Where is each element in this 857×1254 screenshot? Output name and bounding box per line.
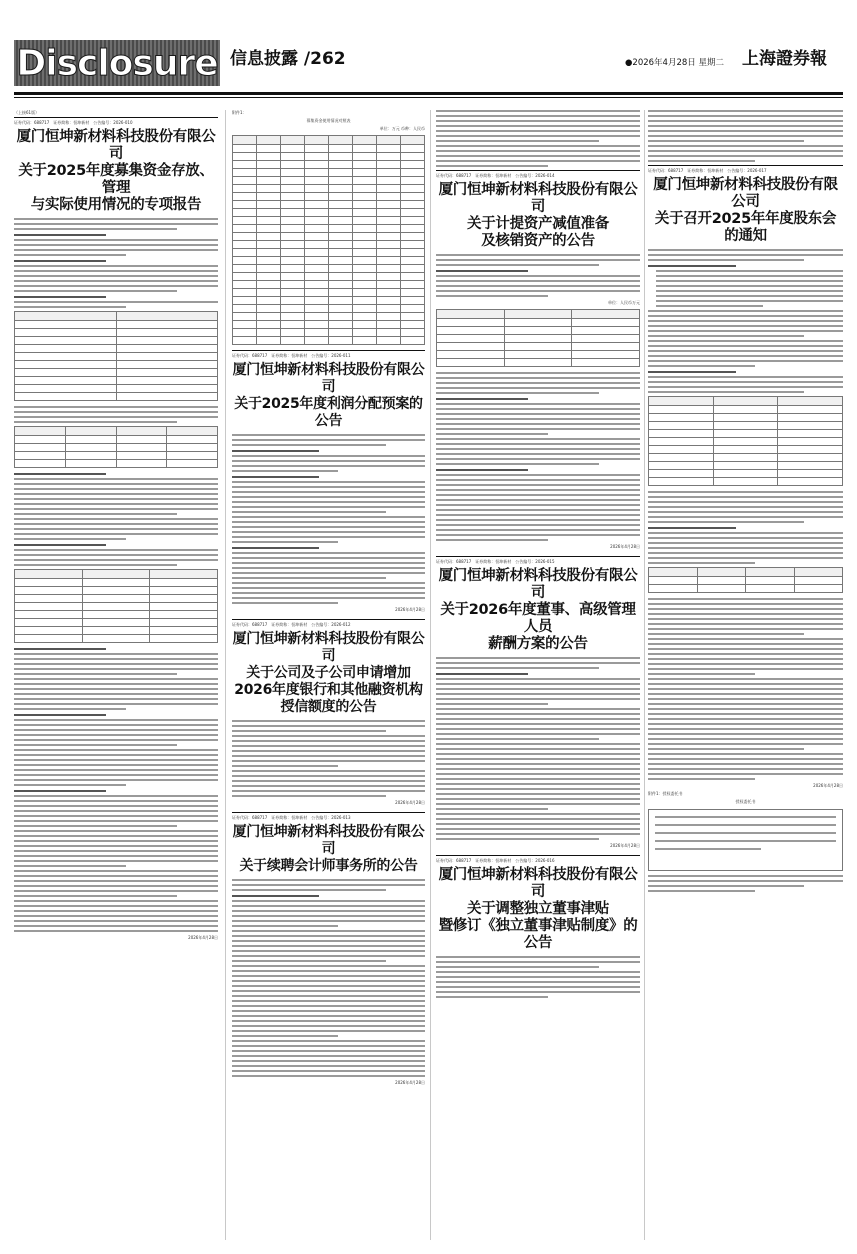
notice-fundraising-report [14, 117, 218, 941]
notice-body [648, 249, 843, 393]
column-divider [225, 110, 226, 1240]
notice-body [232, 434, 425, 604]
notice-meta-text: 证券代码：688717 证券简称：恒坤新材 公告编号：2026-017 [648, 168, 767, 173]
attachment-table-caption: 募集资金使用情况对照表 [306, 118, 351, 123]
notice-meta [232, 812, 425, 821]
attachment-table-unit: 单位：万元 币种：人民币 [379, 126, 425, 131]
notice-auditor-reappointment [232, 812, 425, 1086]
issue-date: ●2026年4月28日 星期二 [625, 58, 724, 68]
notice-title: 厦门恒坤新材料科技股份有限公司 关于调整独立董事津贴 暨修订《独立董事津贴制度》的公告 [438, 867, 638, 951]
notice-body [648, 491, 843, 564]
proxy-heading: 授权委托书 [735, 799, 756, 804]
continued-tag: （上接61版） [14, 110, 40, 115]
notice-meta [232, 619, 425, 628]
notice-meta [436, 556, 640, 565]
notice-profit-distribution [232, 350, 425, 613]
fund-balance-table [14, 311, 218, 401]
column-divider [644, 110, 645, 1240]
registration-table [648, 567, 843, 593]
notice-body [436, 372, 640, 541]
notice-meta-text: 证券代码：688717 证券简称：恒坤新材 公告编号：2026-013 [232, 815, 351, 820]
notice-title: 厦门恒坤新材料科技股份有限公司 关于公司及子公司申请增加 2026年度银行和其他融资机构 授信额度的公告 [232, 631, 425, 715]
investment-table [14, 569, 218, 643]
notice-date: 2026年4月28日 [395, 800, 425, 805]
notice-title: 厦门恒坤新材料科技股份有限公司 关于2025年度利润分配预案的公告 [232, 362, 425, 429]
notice-title: 厦门恒坤新材料科技股份有限公司 关于续聘会计师事务所的公告 [232, 824, 425, 874]
notice-asset-impairment [436, 170, 640, 550]
notice-date: 2026年4月28日 [395, 1080, 425, 1085]
notice-body [436, 254, 640, 297]
notice-body [436, 657, 640, 840]
brand-logo: Disclosure [14, 40, 220, 86]
masthead-rule [14, 92, 843, 95]
notice-meta [436, 855, 640, 864]
notice-meta-text: 证券代码：688717 证券简称：恒坤新材 公告编号：2026-010 [14, 120, 133, 125]
column-1 [14, 110, 218, 1240]
notice-body [14, 218, 218, 308]
notice-body [232, 879, 425, 1077]
agenda-table [648, 396, 843, 486]
notice-title: 厦门恒坤新材料科技股份有限公司 关于2025年度募集资金存放、管理 与实际使用情况的专项报告 [16, 129, 216, 213]
notice-director-compensation [436, 556, 640, 849]
notice-meta [14, 117, 218, 126]
newspaper-name: 上海證券報 [742, 49, 827, 69]
attachment-label: 附件1：授权委托书 [648, 791, 683, 796]
proxy-form [648, 809, 843, 871]
column-3 [436, 110, 640, 1240]
notice-meta-text: 证券代码：688717 证券简称：恒坤新材 公告编号：2026-011 [232, 353, 351, 358]
attachment-label: 附件1： [232, 110, 247, 115]
impairment-table-unit: 单位：人民币万元 [608, 300, 640, 305]
notice-date: 2026年4月28日 [610, 544, 640, 549]
notice-body [14, 406, 218, 423]
notice-body [648, 598, 843, 780]
column-divider [430, 110, 431, 1240]
notice-body-continued [436, 110, 640, 167]
column-4 [648, 110, 843, 1240]
notice-date: 2026年4月28日 [610, 843, 640, 848]
notice-credit-line [232, 619, 425, 806]
notice-independent-director-allowance [436, 855, 640, 998]
notice-meta [648, 165, 843, 174]
notice-meta-text: 证券代码：688717 证券简称：恒坤新材 公告编号：2026-016 [436, 858, 555, 863]
notice-meta [232, 350, 425, 359]
notice-meta [436, 170, 640, 179]
notice-shareholder-meeting [648, 165, 843, 892]
notice-title: 厦门恒坤新材料科技股份有限公司 关于计提资产减值准备 及核销资产的公告 [438, 182, 638, 249]
notice-title: 厦门恒坤新材料科技股份有限公司 关于召开2025年年度股东会的通知 [653, 177, 838, 244]
notice-date: 2026年4月28日 [395, 607, 425, 612]
notice-title: 厦门恒坤新材料科技股份有限公司 关于2026年度董事、高级管理人员 薪酬方案的公告 [438, 568, 638, 652]
notice-date: 2026年4月28日 [188, 935, 218, 940]
notice-date: 2026年4月28日 [813, 783, 843, 788]
masthead-rule-thin [14, 97, 843, 98]
fund-usage-table [232, 135, 425, 345]
notice-meta-text: 证券代码：688717 证券简称：恒坤新材 公告编号：2026-014 [436, 173, 555, 178]
notice-body [648, 875, 843, 892]
notice-body [14, 648, 218, 932]
notice-body [436, 956, 640, 998]
notice-meta-text: 证券代码：688717 证券简称：恒坤新材 公告编号：2026-012 [232, 622, 351, 627]
notice-body [232, 720, 425, 797]
masthead [0, 0, 857, 118]
impairment-table [436, 309, 640, 367]
column-2 [232, 110, 425, 1240]
section-title: 信息披露 /262 [230, 49, 346, 69]
bank-account-table [14, 426, 218, 468]
notice-body-continued [648, 110, 843, 162]
notice-body [14, 473, 218, 566]
notice-meta-text: 证券代码：688717 证券简称：恒坤新材 公告编号：2026-015 [436, 559, 555, 564]
